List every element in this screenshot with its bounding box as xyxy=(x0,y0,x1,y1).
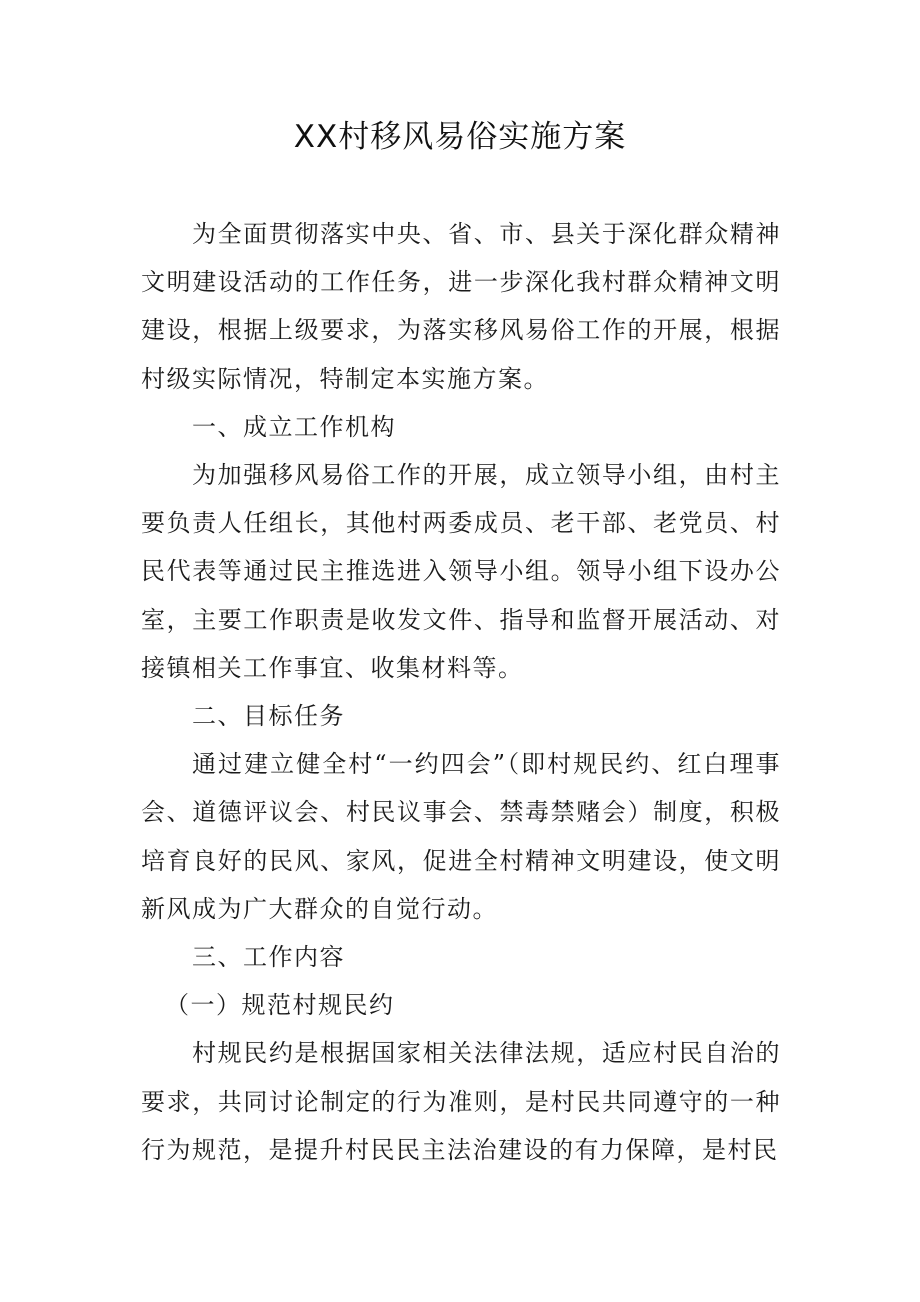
subsection-heading-3-1: （一）规范村规民约 xyxy=(165,991,395,1020)
document-body xyxy=(141,210,781,1174)
section-heading-1: 一、成立工作机构 xyxy=(192,412,396,441)
document-title: XX村移风易俗实施方案 xyxy=(293,119,627,155)
section-2-paragraph: 通过建立健全村“一约四会”（即村规民约、红白理事会、道德评议会、村民议事会、禁毒禁赌会）制度，积极培育良好的民风、家风，促进全村精神文明建设，使文明新风成为广大群众的自觉行动。 xyxy=(141,750,781,923)
section-3-1-paragraph: 村规民约是根据国家相关法律法规，适应村民自治的要求，共同讨论制定的行为准则，是村民共同遵守的一种行为规范，是提升村民民主法治建设的有力保障，是村民 xyxy=(141,1039,781,1164)
section-heading-3: 三、工作内容 xyxy=(192,943,345,972)
section-1-paragraph: 为加强移风易俗工作的开展，成立领导小组，由村主要负责人任组长，其他村两委成员、老干部、老党员、村民代表等通过民主推选进入领导小组。领导小组下设办公室，主要工作职责是收发文件、指导和监督开展活动、对接镇相关工作事宜、收集材料等。 xyxy=(141,461,781,682)
section-heading-2: 二、目标任务 xyxy=(192,702,345,731)
intro-paragraph: 为全面贯彻落实中央、省、市、县关于深化群众精神文明建设活动的工作任务，进一步深化我村群众精神文明建设，根据上级要求，为落实移风易俗工作的开展，根据村级实际情况，特制定本实施方案。 xyxy=(141,220,781,393)
